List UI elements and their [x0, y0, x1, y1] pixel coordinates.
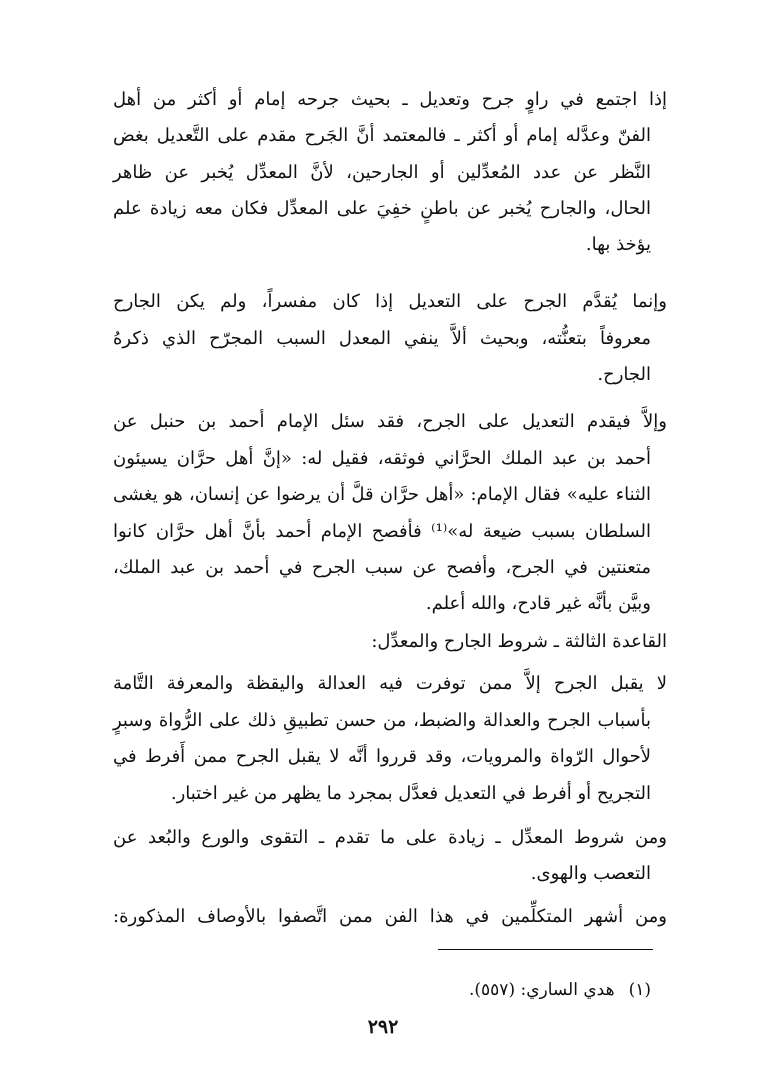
paragraph-2-line-2: معروفاً بتعنُّته، وبحيث ألاَّ ينفي المعدل السبب المجرّح الذي ذكرهُ — [113, 328, 651, 349]
paragraph-3-line-3: الثناء عليه» فقال الإمام: «أهل حرَّان قلَّ أن يرضوا عن إنسان، هو يغشى — [113, 484, 651, 505]
paragraph-5-line-4: التجريح أو أفرط في التعديل فعدَّل بمجرد ما يظهر من غير اختبار. — [170, 783, 651, 804]
paragraph-1-line-4: الحال، والجارح يُخبر عن باطنٍ خفِيَ على المعدِّل فكان معه زيادة علم — [113, 198, 651, 219]
paragraph-6-line-1: ومن شروط المعدِّل ـ زيادة على ما تقدم ـ التقوى والورع والبُعد عن — [113, 827, 667, 848]
footnote-text: هدي الساري: (٥٥٧). — [468, 980, 615, 1000]
footnote — [351, 975, 651, 1005]
section-heading: القاعدة الثالثة ـ شروط الجارح والمعدِّل: — [371, 631, 667, 652]
paragraph-1-line-3: النَّظر عن عدد المُعدِّلين أو الجارحين، لأنَّ المعدِّل يُخبر عن ظاهر — [113, 162, 651, 183]
paragraph-6-line-2: التعصب والهوى. — [530, 863, 651, 884]
paragraph-5-line-2: بأسباب الجرح والعدالة والضبط، من حسن تطبيقِ ذلك على الرُّواة وسبرٍ — [113, 710, 651, 731]
paragraph-1-line-2: الفنّ وعدَّله إمام أو أكثر ـ فالمعتمد أنَّ الجَرح مقدم على التَّعديل بغض — [113, 125, 651, 146]
paragraph-1-line-5: يؤخذ بها. — [585, 234, 651, 255]
paragraph-3-line-2: أحمد بن عبد الملك الحرَّاني فوثقه، فقيل له: «إنَّ أهل حرَّان يسيئون — [113, 448, 651, 469]
paragraph-3-line-6: وبيَّن بأنَّه غير قادح، والله أعلم. — [425, 593, 651, 614]
paragraph-3-line-1: وإلاَّ فيقدم التعديل على الجرح، فقد سئل الإمام أحمد بن حنبل عن — [113, 411, 667, 432]
paragraph-2-line-3: الجارح. — [597, 364, 651, 385]
main-text — [113, 0, 667, 940]
paragraph-3-line-5: متعنتين في الجرح، وأفصح عن سبب الجرح في أحمد بن عبد الملك، — [113, 557, 651, 578]
footnote-number: (١) — [628, 980, 651, 1000]
paragraph-5-line-3: لأحوال الرّواة والمرويات، وقد قرروا أنَّه لا يقبل الجرح ممن أَفرط في — [113, 746, 651, 767]
paragraph-1-line-1: إذا اجتمع في راوٍ جرح وتعديل ـ بحيث جرحه إمام أو أكثر من أهل — [113, 89, 667, 110]
paragraph-5-line-1: لا يقبل الجرح إلاَّ ممن توفرت فيه العدالة واليقظة والمعرفة التَّامة — [113, 673, 667, 694]
footnote-separator — [438, 949, 653, 950]
page-number: ٢٩٢ — [367, 1016, 399, 1038]
paragraph-3-line-4: السلطان بسبب ضيعة له»⁽¹⁾ فأفصح الإمام أحمد بأنَّ أهل حرَّان كانوا — [113, 521, 651, 542]
paragraph-2-line-1: وإنما يُقدَّم الجرح على التعديل إذا كان مفسراً، ولم يكن الجارح — [113, 291, 667, 312]
paragraph-7-line-1: ومن أشهر المتكلِّمين في هذا الفن ممن اتَّصفوا بالأوصاف المذكورة: — [113, 906, 667, 927]
